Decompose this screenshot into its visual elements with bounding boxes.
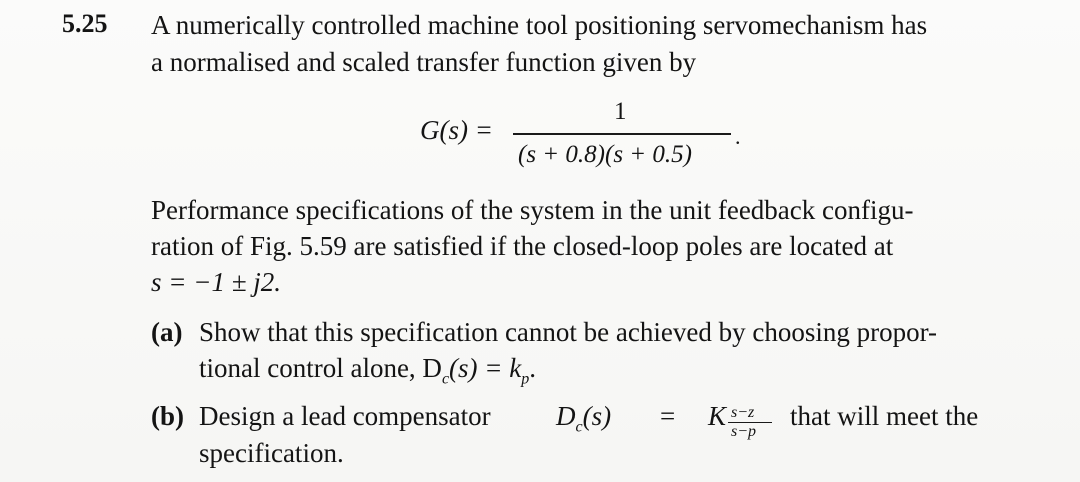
part-b-equals: =: [660, 401, 676, 431]
part-b-func: [556, 400, 611, 443]
equation-lhs: G(s) =: [420, 115, 493, 145]
part-b-frac-den: s−p: [731, 423, 757, 440]
part-b-line-2: specification.: [199, 438, 344, 468]
performance-line-1: Performance specifications of the system in the unit feedback configu-: [151, 195, 914, 225]
part-b-label: (b): [151, 401, 184, 431]
intro-line-2: a normalised and scaled transfer function given by: [151, 47, 697, 77]
equation-denominator: (s + 0.8)(s + 0.5): [518, 141, 692, 168]
performance-line-2: ration of Fig. 5.59 are satisfied if the closed-loop poles are located at: [151, 231, 894, 261]
intro-line-1: A numerically controlled machine tool positioning servomechanism has: [151, 10, 928, 40]
part-b-text-b: that will meet the: [790, 401, 979, 431]
equation-fraction-bar: [513, 133, 731, 135]
part-a-line-2-rest: (s) = k: [449, 353, 522, 383]
part-b-func-arg: (s): [582, 401, 612, 431]
problem-number: 5.25: [62, 9, 108, 38]
part-b-frac-num: s−z: [731, 404, 755, 421]
part-a-label: (a): [151, 317, 183, 347]
part-a-line-1: Show that this specification cannot be achieved by choosing propor-: [199, 317, 938, 347]
part-a-end: .: [529, 353, 536, 383]
equation-period: .: [735, 124, 741, 149]
performance-line-3: s = −1 ± j2.: [151, 267, 282, 297]
part-b-gain: K: [708, 401, 727, 431]
part-b-func-name: D: [556, 401, 576, 431]
part-a-subscript-p: p: [521, 370, 530, 388]
part-b-func-sub: c: [575, 418, 583, 436]
part-b-text-a: Design a lead compensator: [199, 401, 491, 431]
part-a-line-2: [199, 352, 536, 395]
part-a-subscript-c: c: [441, 370, 450, 388]
part-a-line-2-text: tional control alone, D: [199, 353, 442, 383]
equation-numerator: 1: [614, 98, 627, 125]
